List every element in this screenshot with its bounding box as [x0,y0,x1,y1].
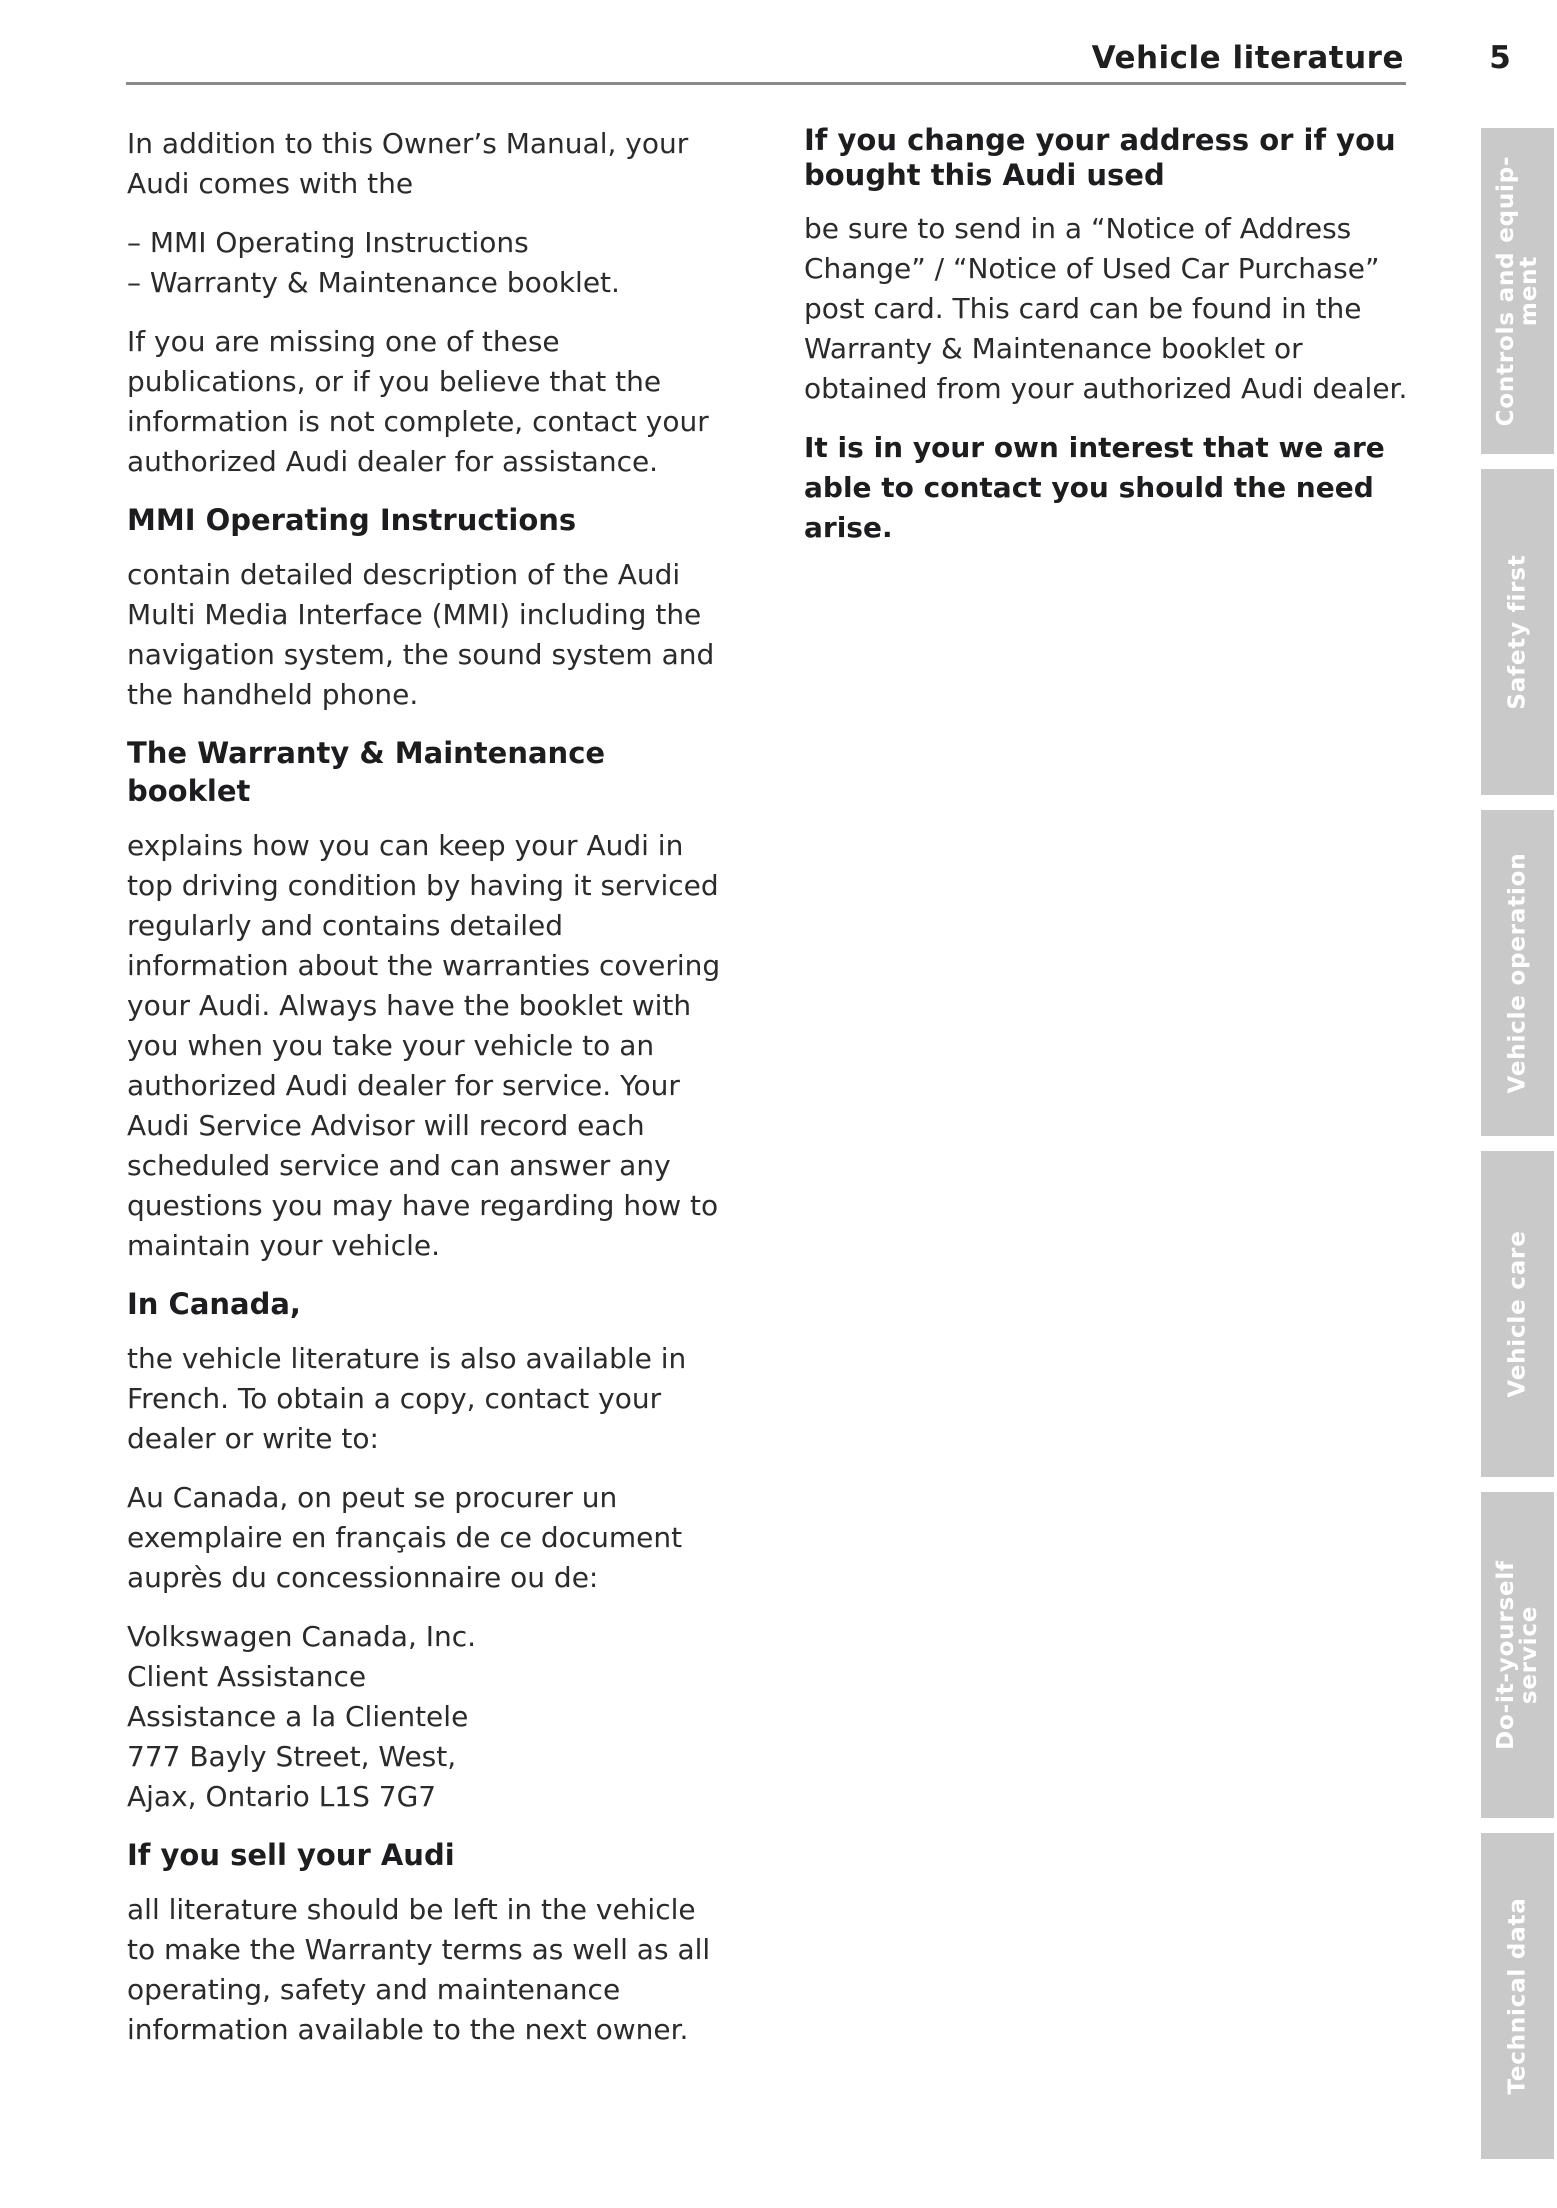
tab-label [1506,477,1529,787]
contact-interest-paragraph: It is in your own interest that we are able to contact you should the need arise. [804,431,1385,544]
right-column [804,123,1408,567]
tab-do-it-yourself-service[interactable] [1481,1492,1554,1818]
canada-french-paragraph: Au Canada, on peut se procurer un exemplaire en français de ce document auprès du concessionnaire ou de: [127,1481,683,1594]
address-line: Assistance a la Clientele [127,1700,469,1733]
tab-label [1506,1841,1529,2151]
sell-heading: If you sell your Audi [127,1838,455,1872]
tab-label-line: Do-it-yourself [1492,1560,1519,1750]
tab-label [1506,818,1529,1128]
tab-vehicle-operation[interactable] [1481,810,1554,1136]
tab-label-line: service [1515,1605,1542,1705]
page-header-title: Vehicle literature [1091,40,1404,76]
tab-label-line: ment [1515,255,1542,327]
address-line: Client Assistance [127,1660,367,1693]
missing-publications-paragraph: If you are missing one of these publications, or if you believe that the information is not complete, contact your authorized Audi dealer for assistance. [127,325,709,478]
tab-label [1506,1159,1529,1469]
list-item: – MMI Operating Instructions [127,226,529,259]
address-line: 777 Bayly Street, West, [127,1740,457,1773]
warranty-paragraph: explains how you can keep your Audi in top driving condition by having it serviced regularly and contains detailed information about the warranties covering your Audi. Always have the booklet with you when you take your vehicle to an authorized Audi dealer for service. Your Audi Service Advisor will record each scheduled service and can answer any questions you may have regarding how to maintain your vehicle. [127,829,721,1262]
address-change-heading: If you change your address or if you bought this Audi used [804,123,1396,192]
tab-technical-data[interactable] [1481,1833,1554,2159]
tab-controls-and-equipment[interactable] [1481,128,1554,454]
canada-paragraph: the vehicle literature is also available in French. To obtain a copy, contact your dealer or write to: [127,1342,687,1455]
canada-heading: In Canada, [127,1287,301,1321]
mmi-paragraph: contain detailed description of the Audi Multi Media Interface (MMI) including the navigation system, the sound system and the handheld phone. [127,558,715,711]
sell-paragraph: all literature should be left in the vehicle to make the Warranty terms as well as all operating, safety and maintenance information available to the next owner. [127,1893,711,2046]
tab-label-line: Vehicle operation [1504,852,1530,1094]
header-divider [126,82,1406,85]
mmi-heading: MMI Operating Instructions [127,503,577,537]
address-line: Volkswagen Canada, Inc. [127,1620,477,1653]
tab-vehicle-care[interactable] [1481,1151,1554,1477]
list-item: – Warranty & Maintenance booklet. [127,266,620,299]
intro-paragraph: In addition to this Owner’s Manual, your Audi comes with the [127,127,689,200]
publication-list [127,223,732,303]
warranty-heading: The Warranty & Maintenance booklet [127,736,606,808]
tab-label-line: Controls and equip- [1492,155,1519,427]
mailing-address [127,1617,732,1817]
left-column [127,124,732,2069]
tab-label [1492,1500,1542,1810]
address-line: Ajax, Ontario L1S 7G7 [127,1780,437,1813]
tab-label-line: Safety first [1504,554,1530,710]
tab-label-line: Technical data [1504,1897,1530,2095]
address-change-paragraph: be sure to send in a “Notice of Address Change” / “Notice of Used Car Purchase” post card. This card can be found in the Warranty & Maintenance booklet or obtained from your authorized Audi dealer. [804,212,1408,405]
tab-label [1492,136,1542,446]
page-number: 5 [1489,40,1511,76]
tab-label-line: Vehicle care [1504,1230,1530,1398]
tab-safety-first[interactable] [1481,469,1554,795]
